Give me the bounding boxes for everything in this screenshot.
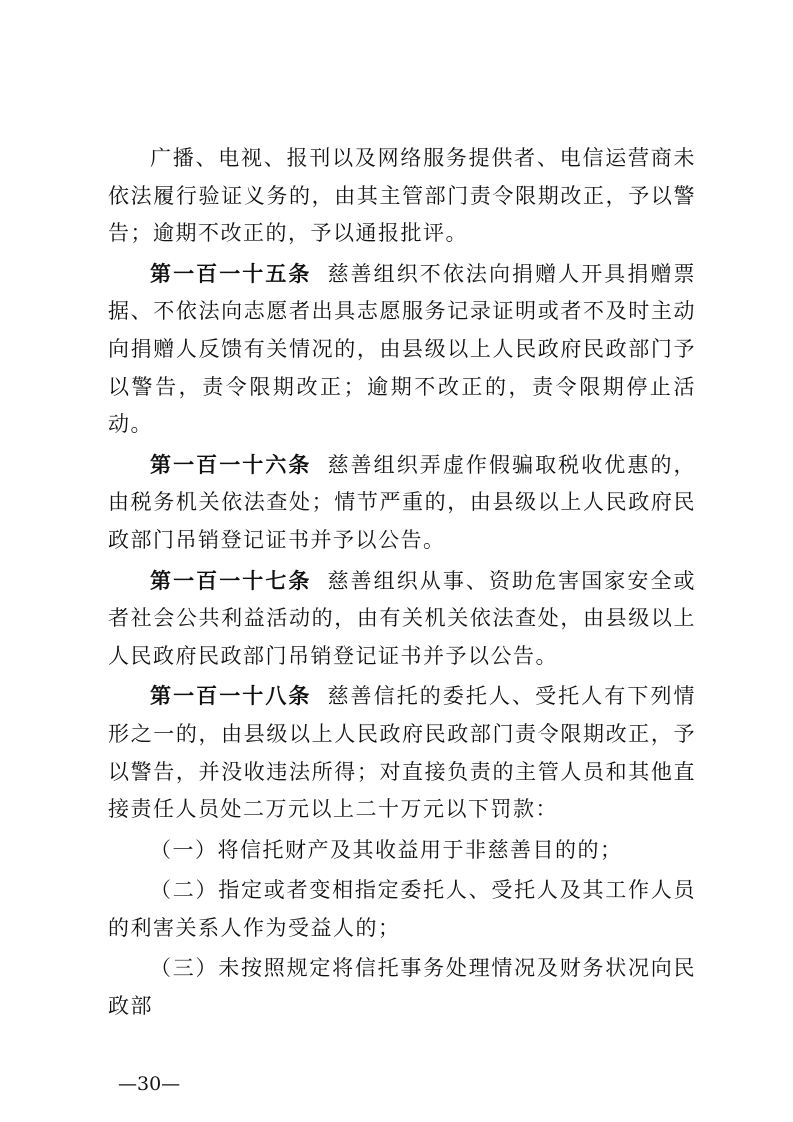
list-item-3 <box>108 950 696 1025</box>
list-item-3-text: （三）未按照规定将信托事务处理情况及财务状况向民政部 <box>108 956 696 1019</box>
article-118 <box>108 678 696 828</box>
list-item-1 <box>108 832 696 870</box>
article-116-text: 慈善组织弄虚作假骗取税收优惠的，由税务机关依法查处；情节严重的，由县级以上人民政府民政部门吊销登记证书并予以公告。 <box>108 452 697 552</box>
document-body <box>108 140 696 1029</box>
article-115 <box>108 256 696 444</box>
article-116-heading: 第一百一十六条 <box>150 452 312 477</box>
article-118-text: 慈善信托的委托人、受托人有下列情形之一的，由县级以上人民政府民政部门责令限期改正，予以警告，并没收违法所得；对直接负责的主管人员和其他直接责任人员处二万元以上二十万元以下罚款： <box>108 684 697 822</box>
article-115-heading: 第一百一十五条 <box>150 261 312 286</box>
paragraph-1-text: 广播、电视、报刊以及网络服务提供者、电信运营商未依法履行验证义务的，由其主管部门责令限期改正，予以警告；逾期不改正的，予以通报批评。 <box>108 146 696 246</box>
paragraph-1 <box>108 140 696 253</box>
article-115-text: 慈善组织不依法向捐赠人开具捐赠票据、不依法向志愿者出具志愿服务记录证明或者不及时主动向捐赠人反馈有关情况的，由县级以上人民政府民政部门予以警告，责令限期改正；逾期不改正的，责令限期停止活动。 <box>108 261 697 437</box>
article-117-heading: 第一百一十七条 <box>150 568 312 593</box>
article-117 <box>108 563 696 676</box>
list-item-2-text: （二）指定或者变相指定委托人、受托人及其工作人员的利害关系人作为受益人的； <box>108 878 696 940</box>
article-116 <box>108 447 696 560</box>
article-118-heading: 第一百一十八条 <box>150 684 312 709</box>
article-117-text: 慈善组织从事、资助危害国家安全或者社会公共利益活动的，由有关机关依法查处，由县级以上人民政府民政部门吊销登记证书并予以公告。 <box>108 568 697 668</box>
page-number: —30— <box>118 1073 181 1095</box>
list-item-1-text: （一）将信托财产及其收益用于非慈善目的的； <box>150 837 623 862</box>
list-item-2 <box>108 872 696 947</box>
